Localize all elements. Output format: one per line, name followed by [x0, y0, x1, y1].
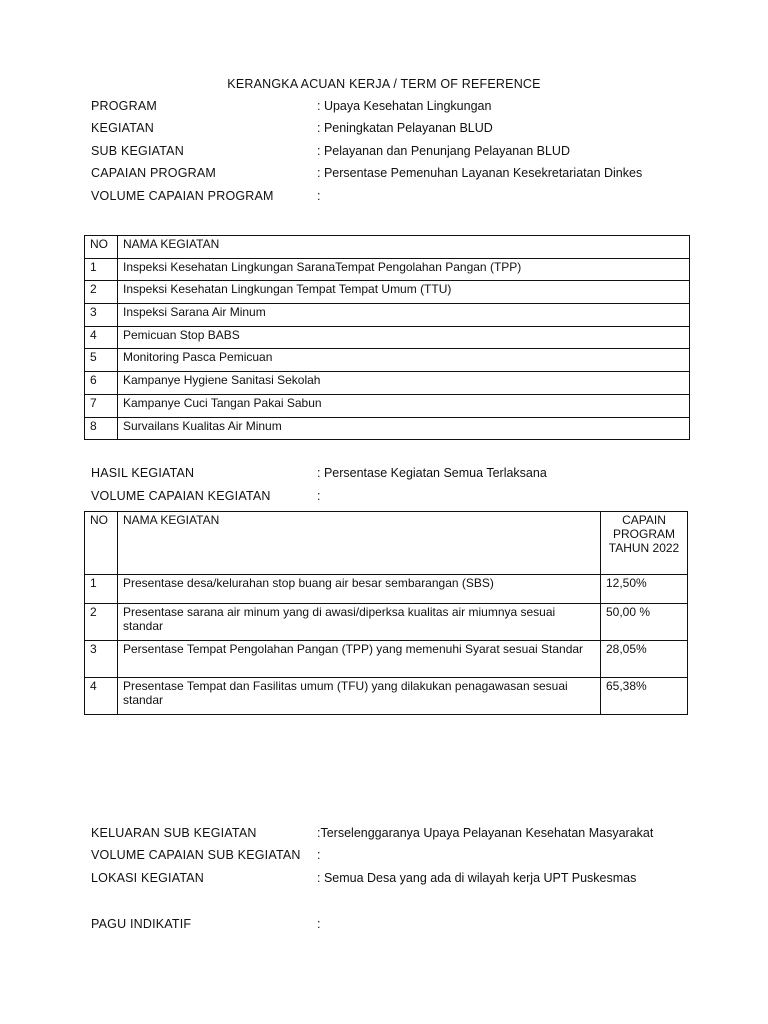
col-header-no: NO [85, 236, 118, 259]
row-nama-kegiatan: Inspeksi Sarana Air Minum [118, 304, 690, 327]
table-row [85, 349, 690, 372]
table-row [85, 372, 690, 395]
table-row [85, 641, 688, 678]
row-no: 2 [85, 281, 118, 304]
row-no: 1 [85, 258, 118, 281]
field-value: : [317, 917, 321, 931]
field-label: LOKASI KEGIATAN [91, 871, 204, 885]
field-value: : Persentase Pemenuhan Layanan Kesekretariatan Dinkes [317, 166, 643, 180]
table-row [85, 678, 688, 715]
table-row [85, 281, 690, 304]
field-label: PAGU INDIKATIF [91, 917, 192, 931]
field-value: : Upaya Kesehatan Lingkungan [317, 99, 492, 113]
table-header-row [85, 512, 688, 575]
table-row [85, 575, 688, 604]
row-nama-kegiatan: Monitoring Pasca Pemicuan [118, 349, 690, 372]
field-label: HASIL KEGIATAN [91, 466, 195, 480]
row-capaian: 12,50% [601, 575, 688, 604]
table-header-row [85, 236, 690, 259]
row-no: 4 [85, 678, 118, 715]
row-no: 4 [85, 326, 118, 349]
col-header-nama-kegiatan: NAMA KEGIATAN [118, 512, 601, 575]
document-title: KERANGKA ACUAN KERJA / TERM OF REFERENCE [227, 77, 541, 91]
row-capaian: 28,05% [601, 641, 688, 678]
field-value: : Semua Desa yang ada di wilayah kerja UPT Puskesmas [317, 871, 637, 885]
field-label: VOLUME CAPAIAN KEGIATAN [91, 489, 271, 503]
row-nama-kegiatan: Presentase desa/kelurahan stop buang air besar sembarangan (SBS) [118, 575, 601, 604]
table-row [85, 604, 688, 641]
row-nama-kegiatan: Persentase Tempat Pengolahan Pangan (TPP) yang memenuhi Syarat sesuai Standar [118, 641, 601, 678]
col-header-capaian: CAPAIN PROGRAM TAHUN 2022 [601, 512, 688, 575]
row-nama-kegiatan: Inspeksi Kesehatan Lingkungan Tempat Tempat Umum (TTU) [118, 281, 690, 304]
row-no: 7 [85, 394, 118, 417]
field-value: : [317, 489, 321, 503]
row-nama-kegiatan: Inspeksi Kesehatan Lingkungan SaranaTempat Pengolahan Pangan (TPP) [118, 258, 690, 281]
field-value: : [317, 189, 321, 203]
row-nama-kegiatan: Kampanye Hygiene Sanitasi Sekolah [118, 372, 690, 395]
table-row [85, 258, 690, 281]
row-nama-kegiatan: Pemicuan Stop BABS [118, 326, 690, 349]
table-row [85, 326, 690, 349]
row-no: 1 [85, 575, 118, 604]
field-label: KEGIATAN [91, 121, 154, 135]
col-header-nama-kegiatan: NAMA KEGIATAN [118, 236, 690, 259]
field-value: :Terselenggaranya Upaya Pelayanan Kesehatan Masyarakat [317, 826, 654, 840]
table-row [85, 417, 690, 440]
field-label: KELUARAN SUB KEGIATAN [91, 826, 257, 840]
field-value: : Persentase Kegiatan Semua Terlaksana [317, 466, 547, 480]
row-capaian: 65,38% [601, 678, 688, 715]
table-row [85, 394, 690, 417]
capaian-table [84, 511, 688, 715]
row-no: 3 [85, 304, 118, 327]
row-no: 6 [85, 372, 118, 395]
row-no: 3 [85, 641, 118, 678]
row-no: 5 [85, 349, 118, 372]
row-nama-kegiatan: Presentase sarana air minum yang di awasi/diperksa kualitas air miumnya sesuai standar [118, 604, 601, 641]
table-row [85, 304, 690, 327]
row-nama-kegiatan: Kampanye Cuci Tangan Pakai Sabun [118, 394, 690, 417]
field-label: CAPAIAN PROGRAM [91, 166, 217, 180]
field-value: : Peningkatan Pelayanan BLUD [317, 121, 493, 135]
field-value: : [317, 848, 321, 862]
field-label: VOLUME CAPAIAN PROGRAM [91, 189, 274, 203]
row-no: 8 [85, 417, 118, 440]
row-nama-kegiatan: Survailans Kualitas Air Minum [118, 417, 690, 440]
row-nama-kegiatan: Presentase Tempat dan Fasilitas umum (TFU) yang dilakukan penagawasan sesuai standar [118, 678, 601, 715]
field-label: VOLUME CAPAIAN SUB KEGIATAN [91, 848, 301, 862]
col-header-no: NO [85, 512, 118, 575]
field-label: SUB KEGIATAN [91, 144, 184, 158]
field-label: PROGRAM [91, 99, 157, 113]
field-value: : Pelayanan dan Penunjang Pelayanan BLUD [317, 144, 570, 158]
row-no: 2 [85, 604, 118, 641]
kegiatan-table [84, 235, 690, 440]
row-capaian: 50,00 % [601, 604, 688, 641]
